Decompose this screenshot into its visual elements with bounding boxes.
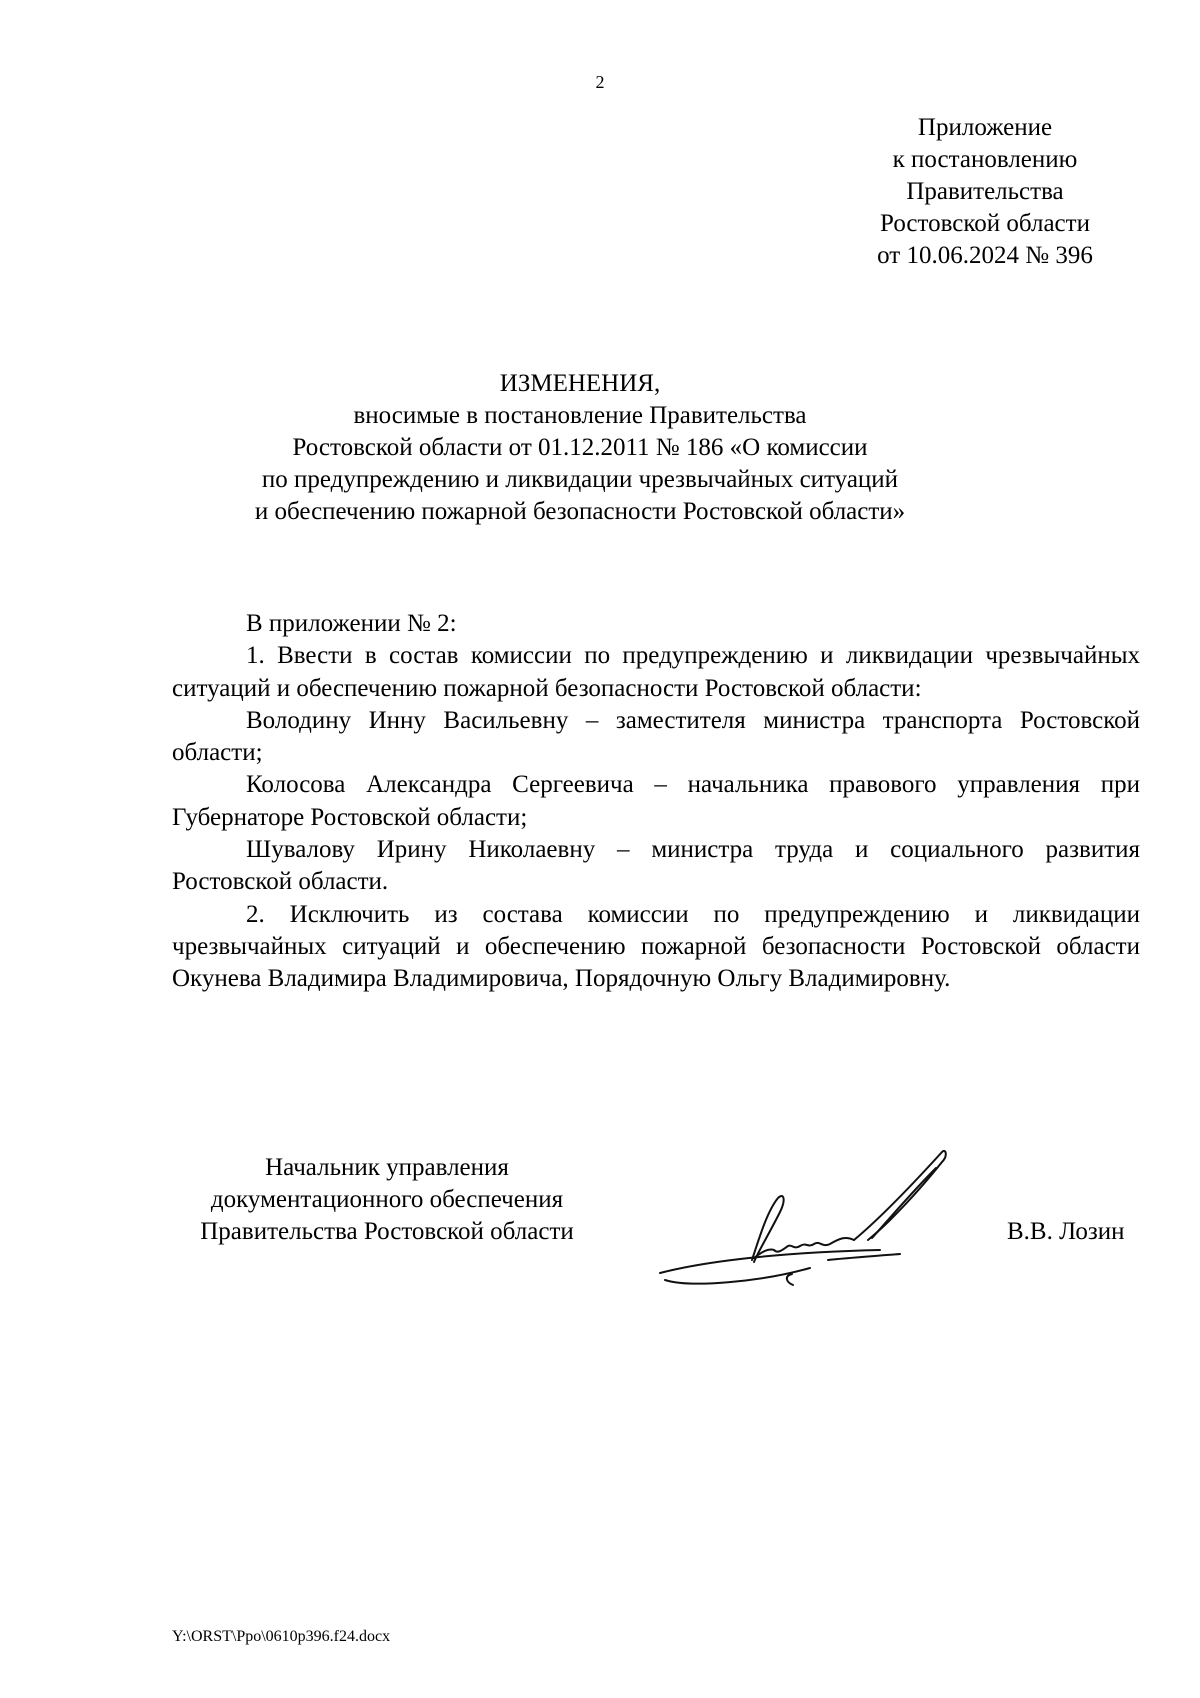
person-3-paragraph: Шувалову Ирину Николаевну – министра труда и социального развития Ростовской области. [172, 836, 1140, 896]
position-line: документационного обеспечения [210, 1186, 564, 1213]
title-line: и обеспечению пожарной безопасности Ростовской области» [254, 498, 906, 525]
appendix-line: от 10.06.2024 № 396 [877, 242, 1093, 269]
appendix-line: Правительства [906, 178, 1064, 205]
title-line: вносимые в постановление Правительства [353, 402, 807, 429]
file-path-footer: Y:\ORST\Ppo\0610p396.f24.docx [172, 1628, 391, 1645]
position-line: Начальник управления [265, 1154, 509, 1181]
appendix-reference [820, 112, 1150, 272]
item-1-paragraph: 1. Ввести в состав комиссии по предупреждению и ликвидации чрезвычайных ситуаций и обеспечению пожарной безопасности Ростовской области: [172, 642, 1140, 702]
title-line: Ростовской области от 01.12.2011 № 186 «О комиссии [292, 434, 868, 461]
appendix-line: Приложение [917, 114, 1053, 141]
document-body [172, 608, 1140, 996]
handwritten-signature [650, 1140, 980, 1300]
title-line: по предупреждению и ликвидации чрезвычайных ситуаций [261, 466, 899, 493]
title-heading: ИЗМЕНЕНИЯ, [499, 370, 661, 397]
person-2-paragraph: Колосова Александра Сергеевича – начальника правового управления при Губернаторе Ростовской области; [172, 771, 1140, 831]
signatory-name: В.В. Лозин [1007, 1218, 1125, 1245]
item-2-paragraph: 2. Исключить из состава комиссии по предупреждению и ликвидации чрезвычайных ситуаций и обеспечению пожарной безопасности Ростовской области Окунева Владимира Владимировича, Порядочную Ольгу Владимировну. [172, 900, 1140, 993]
document-title [150, 368, 1010, 528]
position-line: Правительства Ростовской области [200, 1218, 574, 1245]
page-number: 2 [595, 72, 605, 92]
person-1-paragraph: Володину Инну Васильевну – заместителя министра транспорта Ростовской области; [172, 706, 1140, 767]
appendix-line: к постановлению [892, 146, 1078, 173]
signatory-position [172, 1152, 602, 1248]
intro-paragraph: В приложении № 2: [246, 610, 457, 637]
appendix-line: Ростовской области [880, 210, 1090, 237]
